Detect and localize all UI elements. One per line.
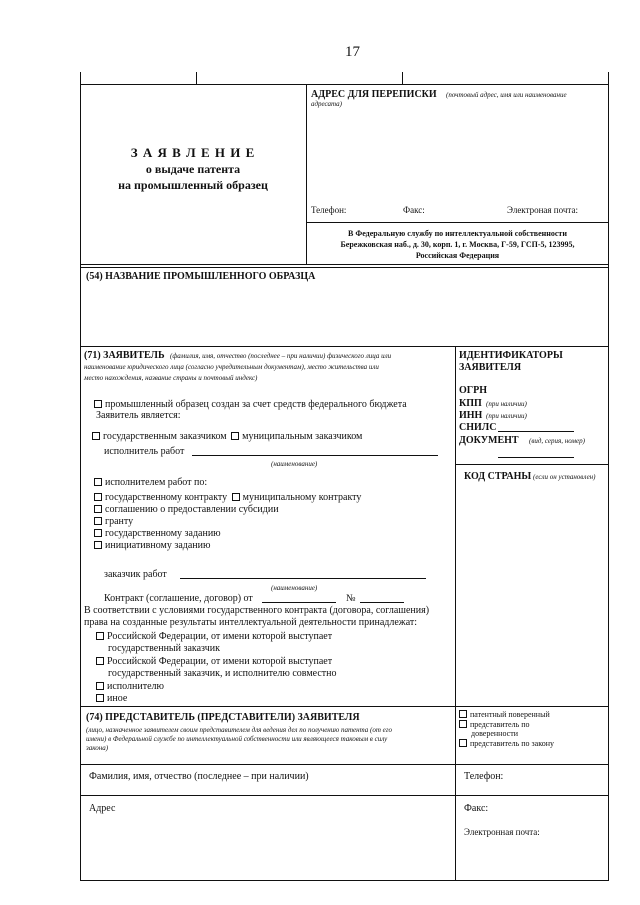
work-customer-naming-note: (наименование) xyxy=(271,584,318,592)
state-task-option xyxy=(94,528,221,539)
representative-note-2: имени) в Федеральной службе по интеллектуальной собственности или являющееся таковым в силу xyxy=(86,735,388,743)
representative-note-3: закона) xyxy=(86,744,109,752)
municipal-customer-checkbox[interactable] xyxy=(231,432,239,440)
to-performer-checkbox[interactable] xyxy=(96,682,104,690)
subsidy-option xyxy=(94,504,279,515)
contract-number-sign: № xyxy=(346,593,356,604)
by-law-option xyxy=(459,739,554,748)
initiative-task-option xyxy=(94,540,210,551)
representative-full-name-label: Фамилия, имя, отчество (последнее – при наличии) xyxy=(89,771,309,782)
contract-from-label: Контракт (соглашение, договор) от xyxy=(104,593,253,604)
address-heading: АДРЕС ДЛЯ ПЕРЕПИСКИ xyxy=(311,89,437,100)
applicant-is-label: Заявитель является: xyxy=(96,410,181,421)
contract-date-field[interactable] xyxy=(262,602,336,603)
applicant-note-1: (фамилия, имя, отчество (последнее – при наличии) физического лица или xyxy=(170,352,392,360)
initiative-task-label: инициативному заданию xyxy=(105,540,211,551)
kpp-label: КПП xyxy=(459,398,482,409)
rf-state-label-2: государственный заказчик xyxy=(108,643,221,654)
recipient-line-2: Бережковская наб., д. 30, корп. 1, г. Москва, Г-59, ГСП-5, 123995, xyxy=(340,240,575,249)
work-customer-label: заказчик работ xyxy=(104,569,167,580)
applicant-note-2: наименование юридического лица (согласно учредительным документам), место жительства или xyxy=(84,363,379,371)
address-email-label: Электроная почта: xyxy=(507,205,578,215)
page-number: 17 xyxy=(345,44,360,60)
federal-budget-checkbox[interactable] xyxy=(94,400,102,408)
document-field[interactable] xyxy=(498,457,574,458)
document-note: (вид, серия, номер) xyxy=(529,437,585,445)
subsidy-checkbox[interactable] xyxy=(94,505,102,513)
federal-budget-option xyxy=(94,399,407,410)
to-performer-option xyxy=(96,681,164,692)
inn-label: ИНН xyxy=(459,410,483,421)
by-proxy-label-2: доверенности xyxy=(471,729,518,738)
other-checkbox[interactable] xyxy=(96,694,104,702)
inn-note: (при наличии) xyxy=(486,412,527,420)
applicant-heading: (71) ЗАЯВИТЕЛЬ xyxy=(84,350,165,361)
state-customer-label: государственным заказчиком xyxy=(103,431,227,442)
subsidy-label: соглашению о предоставлении субсидии xyxy=(105,504,279,515)
representative-address-label: Адрес xyxy=(89,803,116,814)
recipient-line-3: Российская Федерация xyxy=(415,251,500,260)
document-label: ДОКУМЕНТ xyxy=(459,435,519,446)
snils-field[interactable] xyxy=(498,431,574,432)
address-note-1: (почтовый адрес, имя или наименование xyxy=(446,91,567,99)
performer-of-works-label: исполнителем работ по: xyxy=(105,477,208,488)
rf-state-label: Российской Федерации, от имени которой выступает xyxy=(107,631,333,642)
state-contract-checkbox[interactable] xyxy=(94,493,102,501)
municipal-customer-label: муниципальным заказчиком xyxy=(242,431,363,442)
country-code-label: КОД СТРАНЫ xyxy=(464,471,532,482)
patent-attorney-checkbox[interactable] xyxy=(459,710,467,718)
recipient-line-1: В Федеральную службу по интеллектуальной собственности xyxy=(348,229,567,238)
municipal-contract-checkbox[interactable] xyxy=(232,493,240,501)
accordance-line-2: права на созданные результаты интеллектуальной деятельности принадлежат: xyxy=(84,617,418,628)
state-task-checkbox[interactable] xyxy=(94,529,102,537)
by-proxy-checkbox[interactable] xyxy=(459,720,467,728)
work-performer-label: исполнитель работ xyxy=(104,446,185,457)
representative-email-label: Электронная почта: xyxy=(464,827,540,837)
other-label: иное xyxy=(107,693,128,704)
state-contract-label: государственному контракту xyxy=(105,492,228,503)
form-subtitle-line1: о выдаче патента xyxy=(145,162,241,176)
customer-type-options xyxy=(92,431,362,442)
contract-number-field[interactable] xyxy=(360,602,404,603)
rf-joint-option xyxy=(96,656,332,667)
representative-phone-label: Телефон: xyxy=(464,771,504,782)
performer-of-works-option xyxy=(94,477,207,488)
to-performer-label: исполнителю xyxy=(107,681,164,692)
other-option xyxy=(96,693,127,704)
work-customer-field[interactable] xyxy=(180,578,426,579)
form-subtitle-line2: на промышленный образец xyxy=(118,178,268,192)
representative-heading: (74) ПРЕДСТАВИТЕЛЬ (ПРЕДСТАВИТЕЛИ) ЗАЯВИТЕЛЯ xyxy=(86,712,360,723)
patent-attorney-option xyxy=(459,710,550,719)
rf-joint-label-2: государственный заказчик, и исполнителю совместно xyxy=(108,668,337,679)
ogrn-label: ОГРН xyxy=(459,385,488,396)
work-performer-field[interactable] xyxy=(192,455,438,456)
grant-label: гранту xyxy=(105,516,134,527)
by-proxy-label: представитель по xyxy=(470,720,530,729)
by-law-checkbox[interactable] xyxy=(459,739,467,747)
kpp-note: (при наличии) xyxy=(486,400,527,408)
rf-state-option xyxy=(96,631,332,642)
address-fax-label: Факс: xyxy=(403,205,425,215)
state-task-label: государственному заданию xyxy=(105,528,221,539)
address-phone-label: Телефон: xyxy=(311,205,347,215)
representative-note-1: (лицо, назначенное заявителем своим представителем для ведения дел по получению патента (от его xyxy=(86,726,392,734)
design-name-heading: (54) НАЗВАНИЕ ПРОМЫШЛЕННОГО ОБРАЗЦА xyxy=(86,271,316,282)
grant-checkbox[interactable] xyxy=(94,517,102,525)
country-code-note: (если он установлен) xyxy=(533,473,596,481)
patent-attorney-label: патентный поверенный xyxy=(470,710,550,719)
rf-joint-label: Российской Федерации, от имени которой выступает xyxy=(107,656,333,667)
form-title: З А Я В Л Е Н И Е xyxy=(130,145,256,160)
snils-label: СНИЛС xyxy=(459,422,497,433)
representative-fax-label: Факс: xyxy=(464,803,489,814)
rf-joint-checkbox[interactable] xyxy=(96,657,104,665)
state-customer-checkbox[interactable] xyxy=(92,432,100,440)
performer-of-works-checkbox[interactable] xyxy=(94,478,102,486)
municipal-contract-label: муниципальному контракту xyxy=(242,492,362,503)
federal-budget-label: промышленный образец создан за счет средств федерального бюджета xyxy=(105,399,407,410)
initiative-task-checkbox[interactable] xyxy=(94,541,102,549)
by-proxy-option xyxy=(459,720,530,729)
grant-option xyxy=(94,516,133,527)
contract-type-options xyxy=(94,492,361,503)
applicant-note-3: место нахождения, название страны и почтовый индекс) xyxy=(84,374,258,382)
address-note-2: адресата) xyxy=(311,100,342,108)
rf-state-checkbox[interactable] xyxy=(96,632,104,640)
by-law-label: представитель по закону xyxy=(470,739,554,748)
identifiers-heading-2: ЗАЯВИТЕЛЯ xyxy=(459,362,522,373)
identifiers-heading-1: ИДЕНТИФИКАТОРЫ xyxy=(459,350,563,361)
accordance-line-1: В соответствии с условиями государственного контракта (договора, соглашения) xyxy=(84,605,430,616)
work-performer-naming-note: (наименование) xyxy=(271,460,318,468)
